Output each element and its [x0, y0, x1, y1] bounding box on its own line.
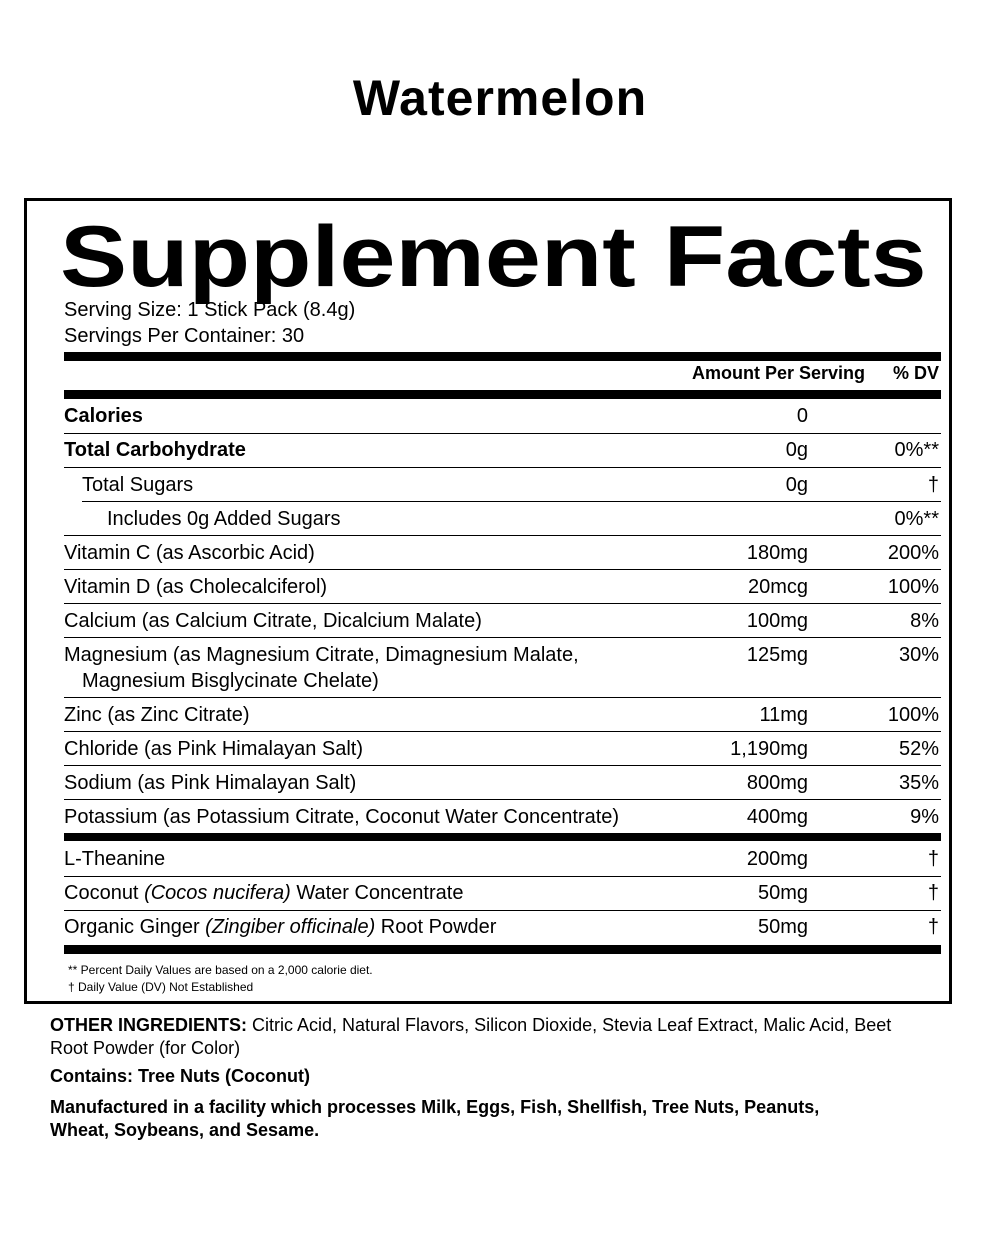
row-divider: [64, 433, 941, 434]
row-divider: [64, 765, 941, 766]
thick-divider: [64, 352, 941, 361]
row-amount: 0g: [785, 439, 808, 461]
serving-size: Serving Size: 1 Stick Pack (8.4g): [64, 299, 356, 321]
servings-per-container: Servings Per Container: 30: [64, 325, 305, 347]
row-amount: 11mg: [759, 704, 808, 726]
row-dv: 100%: [887, 704, 939, 726]
row-amount: 400mg: [746, 806, 808, 828]
row-dv: †: [927, 882, 939, 904]
row-dv: 30%: [898, 644, 939, 666]
row-dv: 9%: [910, 806, 939, 828]
row-name-latin: (Zingiber officinale): [205, 916, 376, 938]
row-dv: 52%: [898, 738, 939, 760]
allergen-contains: Contains: Tree Nuts (Coconut): [50, 1066, 310, 1086]
row-divider: [64, 731, 941, 732]
row-amount: 800mg: [746, 772, 808, 794]
row-dv: 35%: [898, 772, 939, 794]
row-name: Includes 0g Added Sugars: [107, 508, 341, 530]
row-name: Vitamin C (as Ascorbic Acid): [64, 542, 315, 564]
manufacturing-statement: Manufactured in a facility which processes Milk, Eggs, Fish, Shellfish, Tree Nuts, Peanuts, Wheat, Soybeans, and Sesame.: [50, 1097, 820, 1140]
row-name: L-Theanine: [64, 848, 166, 870]
row-dv: 100%: [887, 576, 939, 598]
row-name: Total Sugars: [82, 474, 194, 496]
row-amount: 50mg: [757, 882, 808, 904]
row-amount: 20mcg: [747, 576, 808, 598]
supplement-facts-panel: [24, 198, 952, 1004]
row-name-part: Root Powder: [375, 916, 497, 938]
row-name: [64, 915, 496, 940]
panel-title: Supplement Facts: [60, 209, 927, 305]
thick-divider: [64, 945, 941, 954]
row-name: Potassium (as Potassium Citrate, Coconut Water Concentrate): [64, 806, 620, 828]
row-amount: 180mg: [746, 542, 808, 564]
row-name-part: Water Concentrate: [290, 882, 464, 904]
row-name: Vitamin D (as Cholecalciferol): [64, 576, 328, 598]
row-name: [64, 881, 463, 906]
row-divider: [64, 799, 941, 800]
row-dv: †: [927, 848, 939, 870]
row-name: Chloride (as Pink Himalayan Salt): [64, 738, 364, 760]
row-divider: [64, 535, 941, 536]
footnote-dagger: † Daily Value (DV) Not Established: [68, 980, 254, 994]
row-amount: 50mg: [757, 916, 808, 938]
row-dv: 8%: [910, 610, 939, 632]
dv-header: % DV: [892, 363, 939, 383]
other-ingredients-label: OTHER INGREDIENTS:: [50, 1015, 248, 1035]
row-name-continued: Magnesium Bisglycinate Chelate): [82, 670, 379, 692]
row-amount: 1,190mg: [730, 738, 808, 760]
flavor-title: Watermelon: [352, 70, 648, 126]
other-ingredients: [50, 1014, 930, 1060]
row-name-latin: (Cocos nucifera): [144, 882, 291, 904]
row-divider: [64, 569, 941, 570]
row-amount: 125mg: [746, 644, 808, 666]
row-divider: [64, 910, 941, 911]
table-row: [64, 643, 941, 695]
row-dv: 0%**: [894, 439, 939, 461]
row-dv: †: [927, 474, 939, 496]
other-ingredients-text: Citric Acid, Natural Flavors, Silicon Dioxide, Stevia Leaf Extract, Malic Acid, Beet Root Powder (for Color): [50, 1015, 892, 1058]
row-amount: 100mg: [746, 610, 808, 632]
row-divider: [64, 697, 941, 698]
row-divider: [64, 603, 941, 604]
row-divider: [64, 467, 941, 468]
row-amount: 0g: [785, 474, 808, 496]
row-dv: †: [927, 916, 939, 938]
row-name: Calcium (as Calcium Citrate, Dicalcium Malate): [64, 610, 482, 632]
row-dv: 200%: [887, 542, 939, 564]
amount-per-serving-header: Amount Per Serving: [691, 363, 865, 383]
row-amount: 200mg: [746, 848, 808, 870]
footnote-percent: ** Percent Daily Values are based on a 2,000 calorie diet.: [68, 963, 373, 977]
row-name: Calories: [64, 405, 143, 427]
thick-divider: [64, 833, 941, 841]
row-name: Zinc (as Zinc Citrate): [64, 704, 250, 726]
row-amount: 0: [796, 405, 808, 427]
row-name: Total Carbohydrate: [64, 439, 246, 461]
row-name-part: Coconut: [64, 882, 145, 904]
row-name: Magnesium (as Magnesium Citrate, Dimagnesium Malate,: [64, 644, 579, 666]
row-divider: [64, 876, 941, 877]
row-name-part: Organic Ginger: [64, 916, 206, 938]
thick-divider: [64, 390, 941, 399]
row-divider: [64, 637, 941, 638]
row-dv: 0%**: [894, 508, 939, 530]
row-divider: [82, 501, 941, 502]
row-name: Sodium (as Pink Himalayan Salt): [64, 772, 357, 794]
